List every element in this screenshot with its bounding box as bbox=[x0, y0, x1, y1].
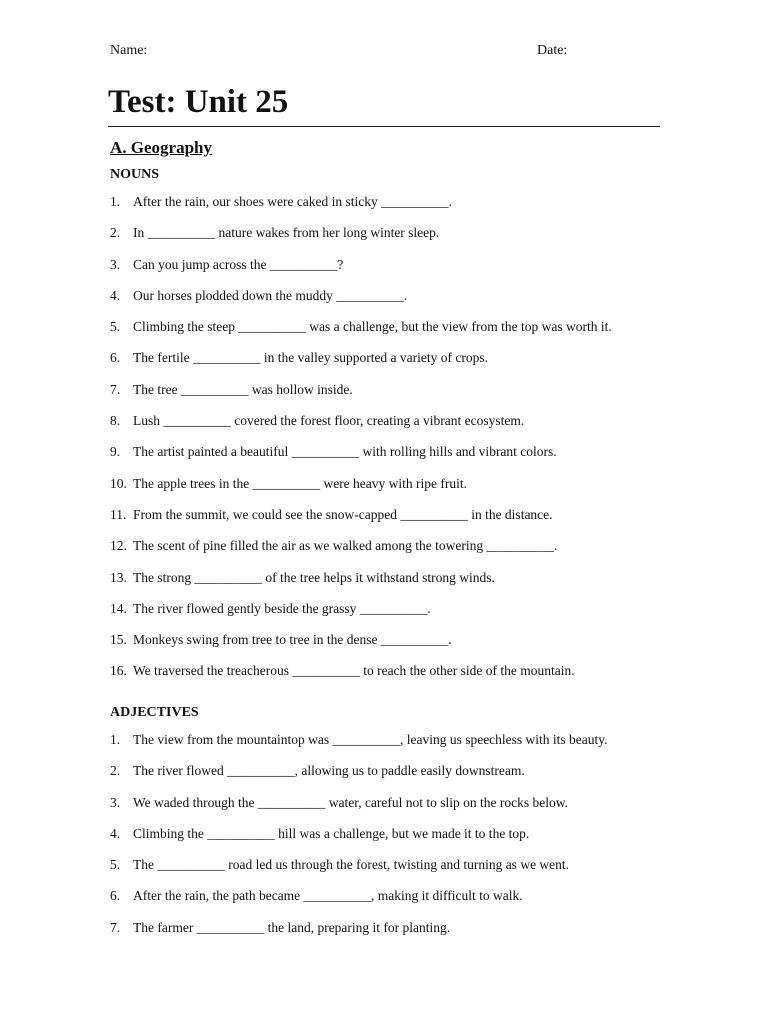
question-item bbox=[110, 224, 612, 255]
question-item bbox=[110, 856, 608, 887]
question-number: 2. bbox=[110, 225, 121, 241]
question-item bbox=[110, 731, 608, 762]
question-text: Monkeys swing from tree to tree in the dense __________. bbox=[133, 632, 452, 648]
nouns-question-list bbox=[110, 193, 612, 694]
question-text: The strong __________ of the tree helps it withstand strong winds. bbox=[133, 569, 495, 585]
question-item bbox=[110, 887, 608, 918]
question-number: 4. bbox=[110, 825, 121, 841]
question-number: 3. bbox=[110, 794, 121, 810]
question-text: The apple trees in the __________ were heavy with ripe fruit. bbox=[133, 475, 468, 491]
question-item bbox=[110, 318, 612, 349]
question-item bbox=[110, 537, 612, 568]
question-number: 4. bbox=[110, 287, 121, 303]
question-number: 3. bbox=[110, 256, 121, 272]
date-label: Date: bbox=[537, 43, 568, 58]
question-item bbox=[110, 825, 608, 856]
question-item bbox=[110, 506, 612, 537]
question-item bbox=[110, 794, 608, 825]
question-number: 15. bbox=[110, 632, 127, 648]
question-number: 7. bbox=[110, 381, 121, 397]
question-text: The farmer __________ the land, preparing it for planting. bbox=[133, 919, 451, 935]
page-title: Test: Unit 25 bbox=[108, 84, 289, 120]
question-number: 11. bbox=[110, 506, 127, 522]
question-item bbox=[110, 349, 612, 380]
question-number: 1. bbox=[110, 732, 121, 747]
question-text: We traversed the treacherous __________ to reach the other side of the mountain. bbox=[133, 663, 575, 679]
question-number: 1. bbox=[110, 194, 121, 209]
question-text: The fertile __________ in the valley supported a variety of crops. bbox=[133, 350, 489, 366]
question-text: The river flowed gently beside the grassy __________. bbox=[133, 600, 431, 616]
question-text: Climbing the steep __________ was a challenge, but the view from the top was worth it. bbox=[133, 319, 612, 335]
question-text: The artist painted a beautiful __________ with rolling hills and vibrant colors. bbox=[133, 444, 557, 460]
question-number: 5. bbox=[110, 857, 121, 873]
question-text: The __________ road led us through the forest, twisting and turning as we went. bbox=[133, 857, 570, 873]
question-text: Can you jump across the __________? bbox=[133, 256, 344, 272]
adjectives-heading: ADJECTIVES bbox=[110, 705, 199, 720]
question-number: 8. bbox=[110, 413, 121, 429]
name-label: Name: bbox=[110, 43, 148, 58]
question-text: Lush __________ covered the forest floor, creating a vibrant ecosystem. bbox=[133, 413, 525, 429]
question-number: 6. bbox=[110, 350, 121, 366]
question-text: From the summit, we could see the snow-capped __________ in the distance. bbox=[133, 506, 553, 522]
question-text: Climbing the __________ hill was a challenge, but we made it to the top. bbox=[133, 825, 530, 841]
question-text: The river flowed __________, allowing us to paddle easily downstream. bbox=[133, 763, 525, 779]
question-text: After the rain, the path became __________, making it difficult to walk. bbox=[133, 888, 523, 904]
question-number: 5. bbox=[110, 319, 121, 335]
question-item bbox=[110, 412, 612, 443]
question-number: 7. bbox=[110, 919, 121, 935]
question-text: The tree __________ was hollow inside. bbox=[133, 381, 353, 397]
question-number: 2. bbox=[110, 763, 121, 779]
question-number: 14. bbox=[110, 600, 127, 616]
section-heading-geography: A. Geography bbox=[110, 138, 212, 157]
question-item bbox=[110, 475, 612, 506]
nouns-heading: NOUNS bbox=[110, 167, 160, 182]
question-number: 6. bbox=[110, 888, 121, 904]
question-item bbox=[110, 762, 608, 793]
question-item bbox=[110, 631, 612, 662]
question-text: The view from the mountaintop was __________, leaving us speechless with its beauty. bbox=[133, 732, 608, 747]
title-divider bbox=[108, 126, 660, 127]
question-item bbox=[110, 443, 612, 474]
question-text: The scent of pine filled the air as we walked among the towering __________. bbox=[133, 538, 558, 554]
question-text: In __________ nature wakes from her long winter sleep. bbox=[133, 225, 440, 241]
question-item bbox=[110, 381, 612, 412]
question-text: We waded through the __________ water, careful not to slip on the rocks below. bbox=[133, 794, 569, 810]
question-number: 10. bbox=[110, 475, 127, 491]
question-item bbox=[110, 193, 612, 224]
question-item bbox=[110, 569, 612, 600]
question-number: 12. bbox=[110, 538, 127, 554]
question-number: 9. bbox=[110, 444, 121, 460]
adjectives-question-list bbox=[110, 731, 608, 950]
question-number: 13. bbox=[110, 569, 127, 585]
question-item bbox=[110, 919, 608, 950]
question-item bbox=[110, 600, 612, 631]
question-text: Our horses plodded down the muddy __________. bbox=[133, 287, 408, 303]
question-item bbox=[110, 256, 612, 287]
question-number: 16. bbox=[110, 663, 127, 679]
question-text: After the rain, our shoes were caked in sticky __________. bbox=[133, 194, 453, 209]
question-item bbox=[110, 287, 612, 318]
question-item bbox=[110, 662, 612, 693]
